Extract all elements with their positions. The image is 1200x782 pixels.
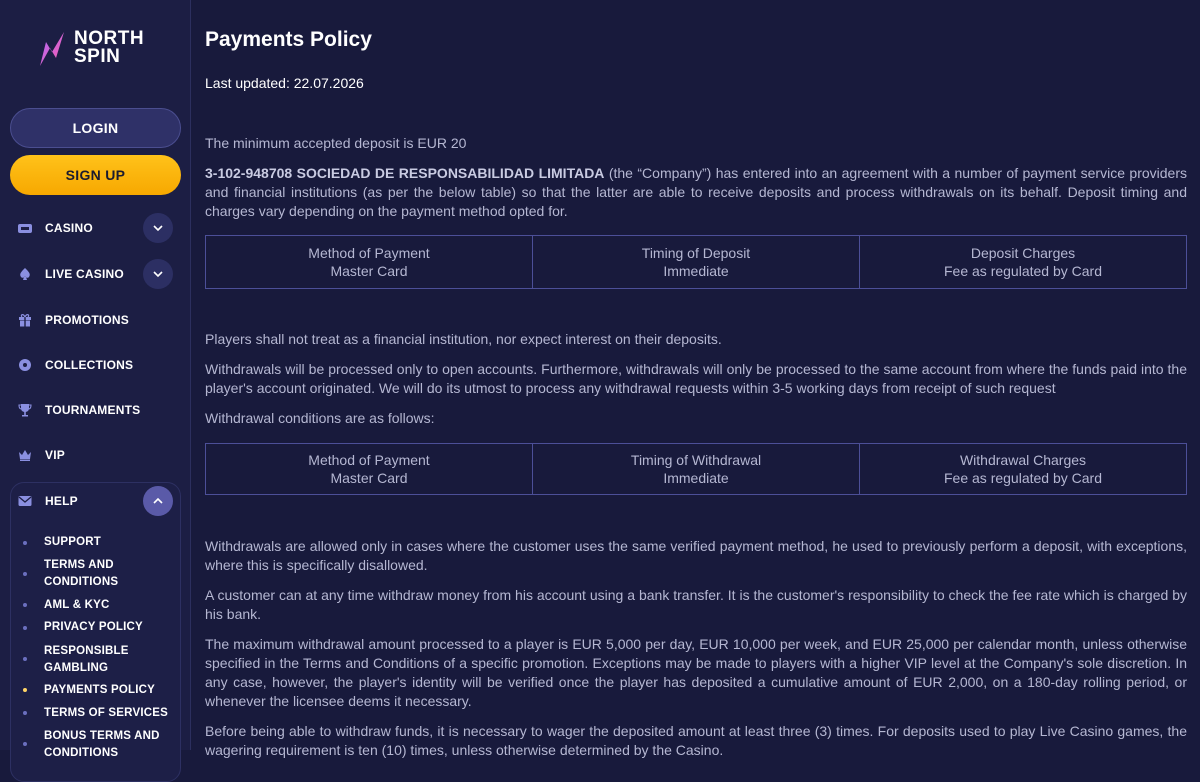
- collection-icon: [18, 358, 32, 372]
- bullet-icon: [23, 541, 27, 545]
- help-item-terms-of-services[interactable]: TERMS OF SERVICES: [44, 707, 168, 719]
- column-header: Timing of Deposit: [641, 245, 751, 261]
- casino-icon: [18, 221, 32, 235]
- sidebar-item-label: COLLECTIONS: [45, 358, 134, 372]
- no-financial-institution-text: Players shall not treat as a financial institution, nor expect interest on their deposits.: [205, 331, 722, 347]
- table-row: [206, 236, 1187, 289]
- bullet-icon: [23, 572, 27, 576]
- sidebar-item-promotions[interactable]: [10, 303, 181, 337]
- max-withdrawal-text: The maximum withdrawal amount processed to a player is EUR 5,000 per day, EUR 10,000 per week, and EUR 25,000 per calendar month, unless otherwise specified in the Terms and Conditions of a specific promotion. Exceptions may be made to players with a higher VIP level at the Company's sole discretion. In any case, however, the player's identity will be verified once the player has deposited a cumulative amount of EUR 2,000, on a 180-day rolling period, or whenever the licensee deems it necessary.: [205, 636, 1187, 709]
- company-paragraph-rest: (the “Company”) has entered into an agreement with a number of payment service providers and financial institutions (as per the below table) so that the latter are able to receive deposits and process withdrawals on its behalf. Deposit timing and charges vary depending on the payment method opted for.: [205, 165, 1187, 219]
- help-item-support[interactable]: SUPPORT: [44, 536, 101, 548]
- cell-value: Fee as regulated by Card: [944, 263, 1102, 279]
- withdrawals-open-accounts-text: Withdrawals will be processed only to open accounts. Furthermore, withdrawals will only be processed to the same account from where the funds paid into the player's account originated. We will do its utmost to process any withdrawal requests within 3-5 working days from receipt of such request: [205, 361, 1187, 396]
- logo-bolt-icon: [38, 28, 66, 68]
- wager-requirement-text: Before being able to withdraw funds, it is necessary to wager the deposited amount at least three (3) times. For deposits used to play Live Casino games, the wagering requirement is ten (10) times, unless otherwise determined by the Casino.: [205, 723, 1187, 758]
- bullet-icon: [23, 603, 27, 607]
- logo-line-1: NORTH: [74, 28, 145, 49]
- table-cell: [860, 236, 1187, 289]
- mail-icon: [18, 494, 32, 508]
- column-header: Deposit Charges: [970, 245, 1076, 261]
- cell-value: Fee as regulated by Card: [944, 470, 1102, 486]
- sidebar: [0, 0, 191, 759]
- cell-value: Master Card: [330, 470, 408, 486]
- chevron-up-icon[interactable]: [143, 486, 173, 516]
- cell-value: Immediate: [663, 263, 729, 279]
- verified-method-text: Withdrawals are allowed only in cases where the customer uses the same verified payment method, he used to previously perform a deposit, with exceptions, where this is specifically disallowed.: [205, 538, 1187, 573]
- sidebar-item-label: VIP: [45, 448, 65, 462]
- sidebar-item-label: HELP: [45, 494, 78, 508]
- gift-icon: [18, 313, 32, 327]
- help-item-aml-kyc[interactable]: AML & KYC: [44, 599, 110, 611]
- help-item-privacy-policy[interactable]: PRIVACY POLICY: [44, 621, 143, 633]
- table-cell: [206, 444, 533, 495]
- crown-icon: [18, 448, 32, 462]
- cell-value: Immediate: [663, 470, 729, 486]
- table-cell: [206, 236, 533, 289]
- withdrawal-conditions-text: Withdrawal conditions are as follows:: [205, 410, 435, 426]
- deposit-table: [205, 235, 1187, 289]
- bullet-icon: [23, 711, 27, 715]
- spade-icon: [18, 267, 32, 281]
- help-item-payments-policy[interactable]: PAYMENTS POLICY: [44, 684, 155, 696]
- sidebar-item-collections[interactable]: [10, 348, 181, 382]
- table-cell: [860, 444, 1187, 495]
- company-name: 3-102-948708 SOCIEDAD DE RESPONSABILIDAD LIMITADA: [205, 165, 605, 181]
- logo-text: [74, 30, 144, 66]
- sidebar-item-casino[interactable]: [10, 211, 181, 245]
- table-row: [206, 444, 1187, 495]
- bank-transfer-text: A customer can at any time withdraw money from his account using a bank transfer. It is the customer's responsibility to check the fee rate which is charged by his bank.: [205, 587, 1187, 622]
- logo-line-2: SPIN: [74, 46, 121, 67]
- sidebar-item-vip[interactable]: [10, 438, 181, 472]
- table-cell: [533, 236, 860, 289]
- sidebar-item-live-casino[interactable]: [10, 257, 181, 291]
- help-item-terms-and-conditions[interactable]: TERMS AND CONDITIONS: [44, 559, 119, 588]
- column-header: Method of Payment: [308, 245, 430, 261]
- sidebar-item-label: PROMOTIONS: [45, 313, 130, 327]
- sidebar-item-tournaments[interactable]: [10, 393, 181, 427]
- column-header: Timing of Withdrawal: [630, 452, 762, 468]
- column-header: Method of Payment: [308, 452, 430, 468]
- column-header: Withdrawal Charges: [959, 452, 1087, 468]
- company-paragraph: [205, 164, 1187, 221]
- chevron-down-icon[interactable]: [143, 213, 173, 243]
- page-title: Payments Policy: [205, 28, 372, 51]
- north-spin-logo[interactable]: [38, 28, 144, 68]
- bullet-active-icon: [23, 688, 27, 692]
- last-updated: Last updated: 22.07.2026: [205, 75, 364, 91]
- bullet-icon: [23, 657, 27, 661]
- min-deposit-text: The minimum accepted deposit is EUR 20: [205, 135, 467, 151]
- signup-button[interactable]: SIGN UP: [10, 155, 181, 195]
- trophy-icon: [18, 403, 32, 417]
- cell-value: Master Card: [330, 263, 408, 279]
- sidebar-item-label: CASINO: [45, 221, 93, 235]
- bullet-icon: [23, 626, 27, 630]
- login-button[interactable]: LOGIN: [10, 108, 181, 148]
- help-item-responsible-gambling[interactable]: RESPONSIBLE GAMBLING: [44, 645, 129, 674]
- sidebar-item-help[interactable]: [10, 484, 181, 518]
- table-cell: [533, 444, 860, 495]
- bullet-icon: [23, 742, 27, 746]
- withdrawal-table: [205, 443, 1187, 495]
- sidebar-item-label: TOURNAMENTS: [45, 403, 141, 417]
- help-item-bonus-terms[interactable]: BONUS TERMS AND CONDITIONS: [44, 730, 160, 759]
- chevron-down-icon[interactable]: [143, 259, 173, 289]
- sidebar-item-label: LIVE CASINO: [45, 267, 124, 281]
